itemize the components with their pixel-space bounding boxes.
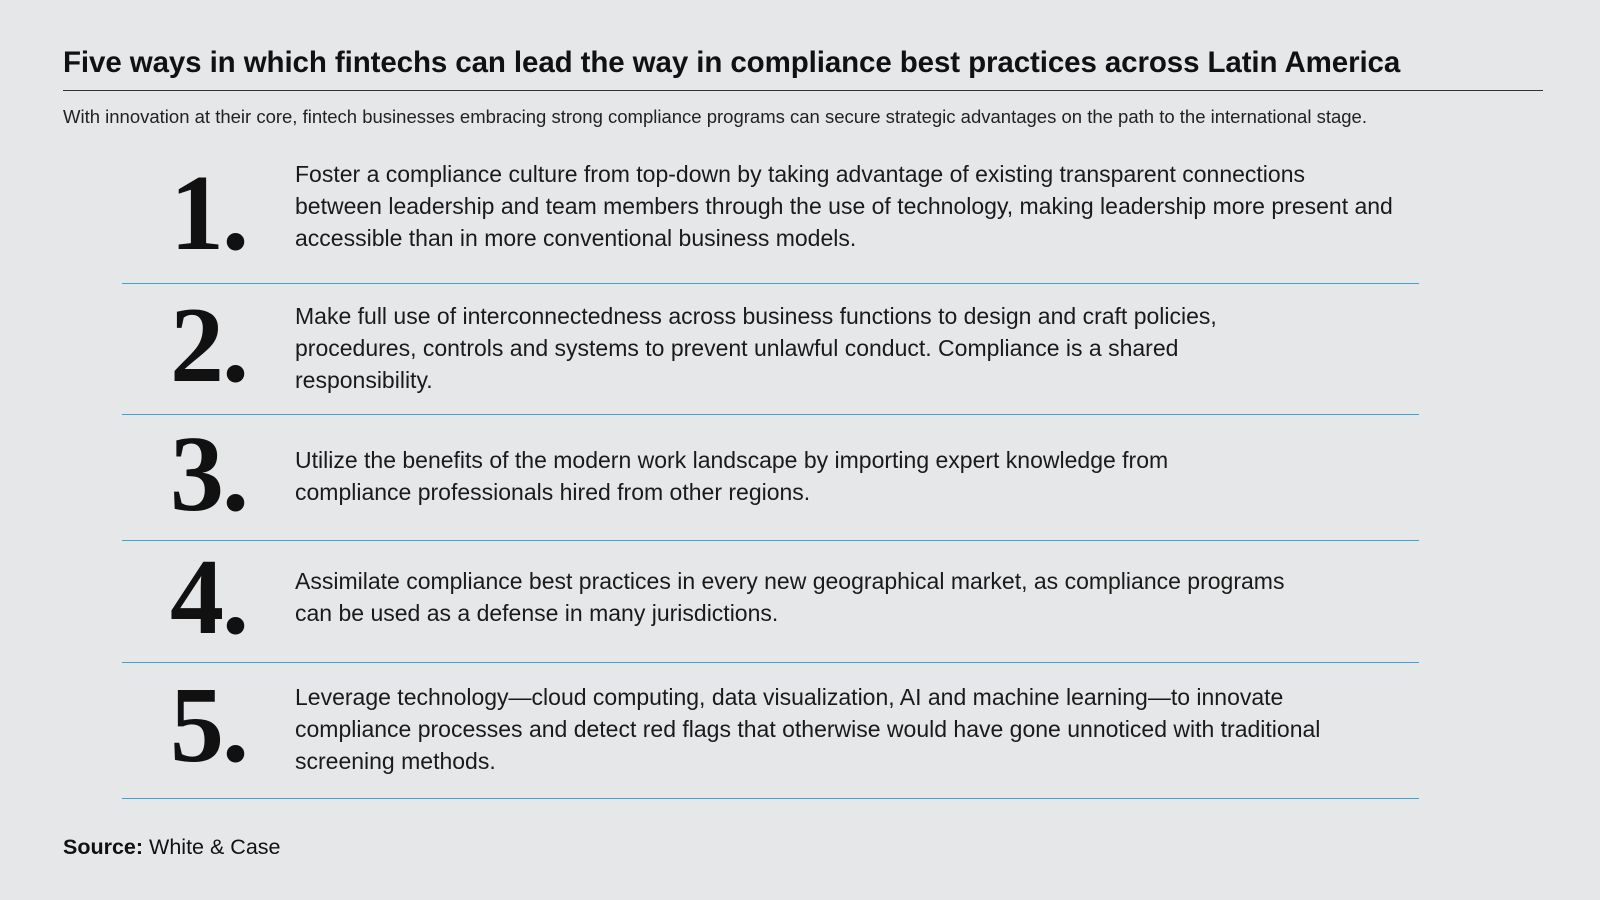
title-divider	[63, 90, 1543, 91]
page-subtitle: With innovation at their core, fintech businesses embracing strong compliance programs can secure strategic advantages on the path to the international stage.	[63, 106, 1367, 127]
list-item	[122, 154, 1419, 282]
item-text: Assimilate compliance best practices in every new geographical market, as compliance programs can be used as a defense in many jurisdictions.	[295, 568, 1285, 626]
list-item	[122, 415, 1419, 540]
item-text: Utilize the benefits of the modern work landscape by importing expert knowledge from compliance professionals hired from other regions.	[295, 447, 1169, 505]
source-note	[63, 833, 280, 861]
page-title: Five ways in which fintechs can lead the way in compliance best practices across Latin America	[63, 46, 1401, 79]
list-item	[122, 663, 1419, 798]
item-text: Make full use of interconnectedness across business functions to design and craft policies, procedures, controls and systems to prevent unlawful conduct. Compliance is a shared responsibility.	[295, 303, 1217, 393]
item-number: 3.	[170, 415, 247, 534]
item-number: 4.	[170, 538, 247, 657]
item-number: 1.	[170, 154, 247, 273]
item-text: Foster a compliance culture from top-down by taking advantage of existing transparent connections between leadership and team members through the use of technology, making leadership more present and accessible than in more conventional business models.	[295, 161, 1393, 251]
item-text: Leverage technology—cloud computing, data visualization, AI and machine learning—to innovate compliance processes and detect red flags that otherwise would have gone unnoticed with traditional screening methods.	[295, 684, 1321, 774]
list-item	[122, 538, 1419, 662]
source-value: White & Case	[149, 835, 281, 859]
item-number: 5.	[170, 666, 247, 785]
item-number: 2.	[170, 286, 247, 405]
list-item	[122, 284, 1419, 414]
source-label: Source:	[63, 835, 144, 859]
item-divider	[122, 798, 1419, 799]
